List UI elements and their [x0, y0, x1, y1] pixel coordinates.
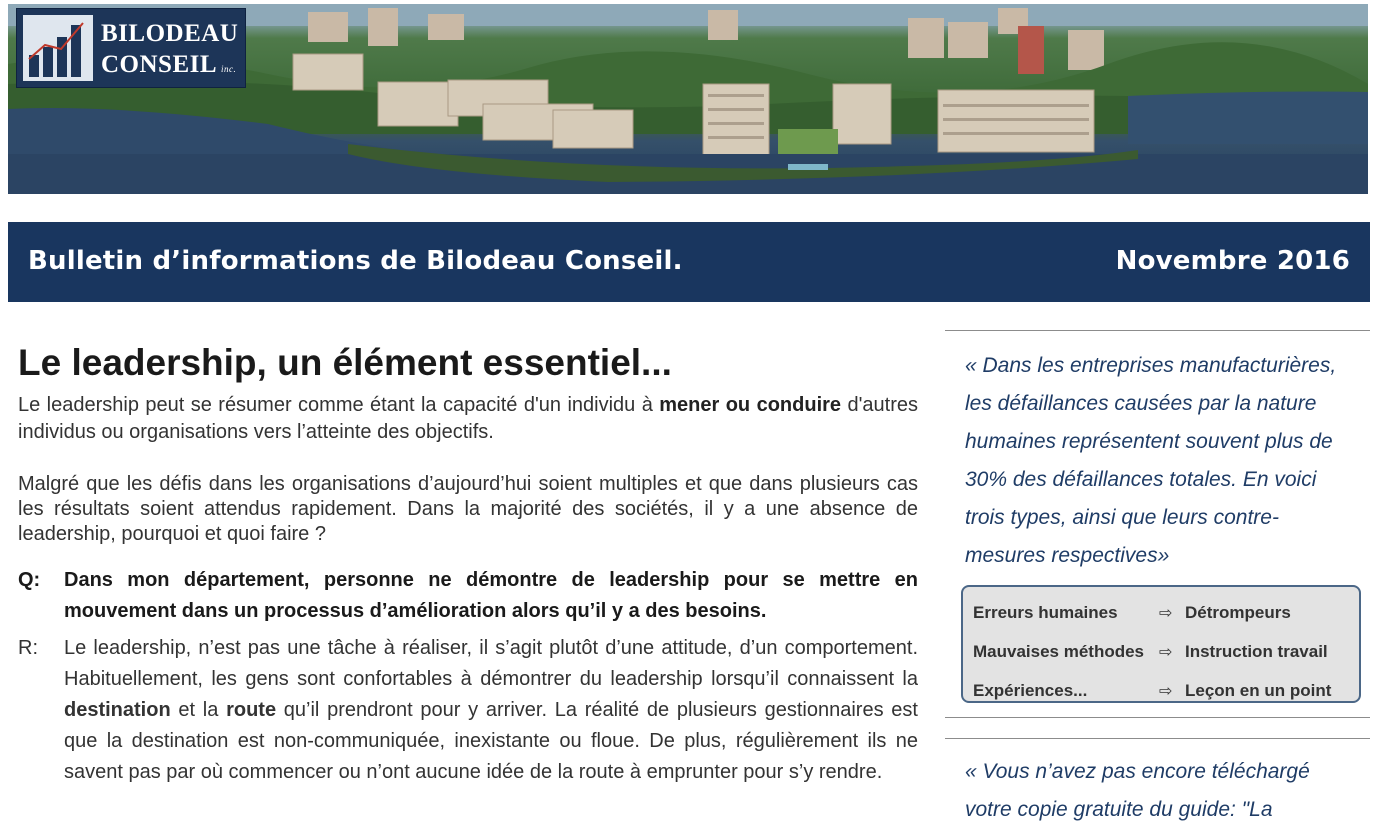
question-block — [18, 565, 918, 627]
logo-wordmark — [101, 18, 238, 85]
right-arrow-icon: ⇨ — [1159, 603, 1173, 622]
right-arrow-icon: ⇨ — [1159, 642, 1173, 661]
table-row — [973, 632, 1349, 671]
answer-block — [18, 633, 918, 788]
question-label: Q: — [18, 569, 41, 591]
remedy-cell: Détrompeurs — [1185, 602, 1291, 622]
main-article — [18, 340, 918, 788]
answer-text: Le leadership, n’est pas une tâche à réaliser, il s’agit plutôt d’une attitude, d’un comportement. Habituellement, les gens sont confortables à démontrer du leadership lorsqu’il connaissent la destination et la route qu’il prendront pour y arriver. La réalité de plusieurs gestionnaires est que la destination est non-communiquée, inexistante ou floue. De plus, régulièrement ils ne savent pas par où commencer ou n’ont aucune idée de la route à emprunter pour s’y rendre. — [64, 637, 918, 783]
logo-line-2: CONSEIL inc. — [101, 51, 237, 78]
sidebar-divider-middle — [945, 717, 1370, 718]
newsletter-title: Bulletin d’informations de Bilodeau Conseil. — [28, 246, 683, 276]
article-paragraph-1: Le leadership peut se résumer comme étant la capacité d'un individu à mener ou conduire d'autres individus ou organisations vers l’atteinte des objectifs. — [18, 394, 918, 443]
sidebar-quote-2: « Vous n’avez pas encore téléchargé votre copie gratuite du guide: "La — [965, 760, 1310, 821]
sidebar-quote-1: « Dans les entreprises manufacturières, les défaillances causées par la nature humaines représentent souvent plus de 30% des défaillances totales. En voici trois types, ainsi que leurs contre-mesures respectives» — [965, 354, 1337, 567]
answer-label: R: — [18, 637, 38, 659]
sidebar — [945, 330, 1370, 829]
newsletter-date: Novembre 2016 — [1115, 246, 1350, 276]
cause-cell: Expériences... — [973, 680, 1088, 700]
remedy-cell: Instruction travail — [1185, 641, 1328, 661]
cause-cell: Mauvaises méthodes — [973, 641, 1145, 661]
logo-line-1: BILODEAU — [101, 20, 239, 47]
article-paragraph-2: Malgré que les défis dans les organisations d’aujourd’hui soient multiples et que dans plusieurs cas les résultats soient attendus rapidement. Dans la majorité des sociétés, il y a une absence de leadership, pourquoi et quoi faire ? — [18, 473, 918, 545]
countermeasures-table — [961, 585, 1361, 703]
bar-chart-logo-icon — [23, 15, 93, 81]
logo-suffix: inc. — [221, 64, 237, 74]
company-logo — [16, 8, 246, 88]
cause-cell: Erreurs humaines — [973, 602, 1118, 622]
header-banner-image — [8, 4, 1368, 194]
table-row — [973, 593, 1349, 632]
right-arrow-icon: ⇨ — [1159, 681, 1173, 700]
article-headline: Le leadership, un élément essentiel... — [18, 342, 672, 383]
table-row — [973, 671, 1349, 710]
question-text: Dans mon département, personne ne démontre de leadership pour se mettre en mouvement dans un processus d’amélioration alors qu’il y a des besoins. — [64, 569, 918, 622]
remedy-cell: Leçon en un point — [1185, 680, 1332, 700]
newsletter-title-bar — [8, 222, 1370, 302]
